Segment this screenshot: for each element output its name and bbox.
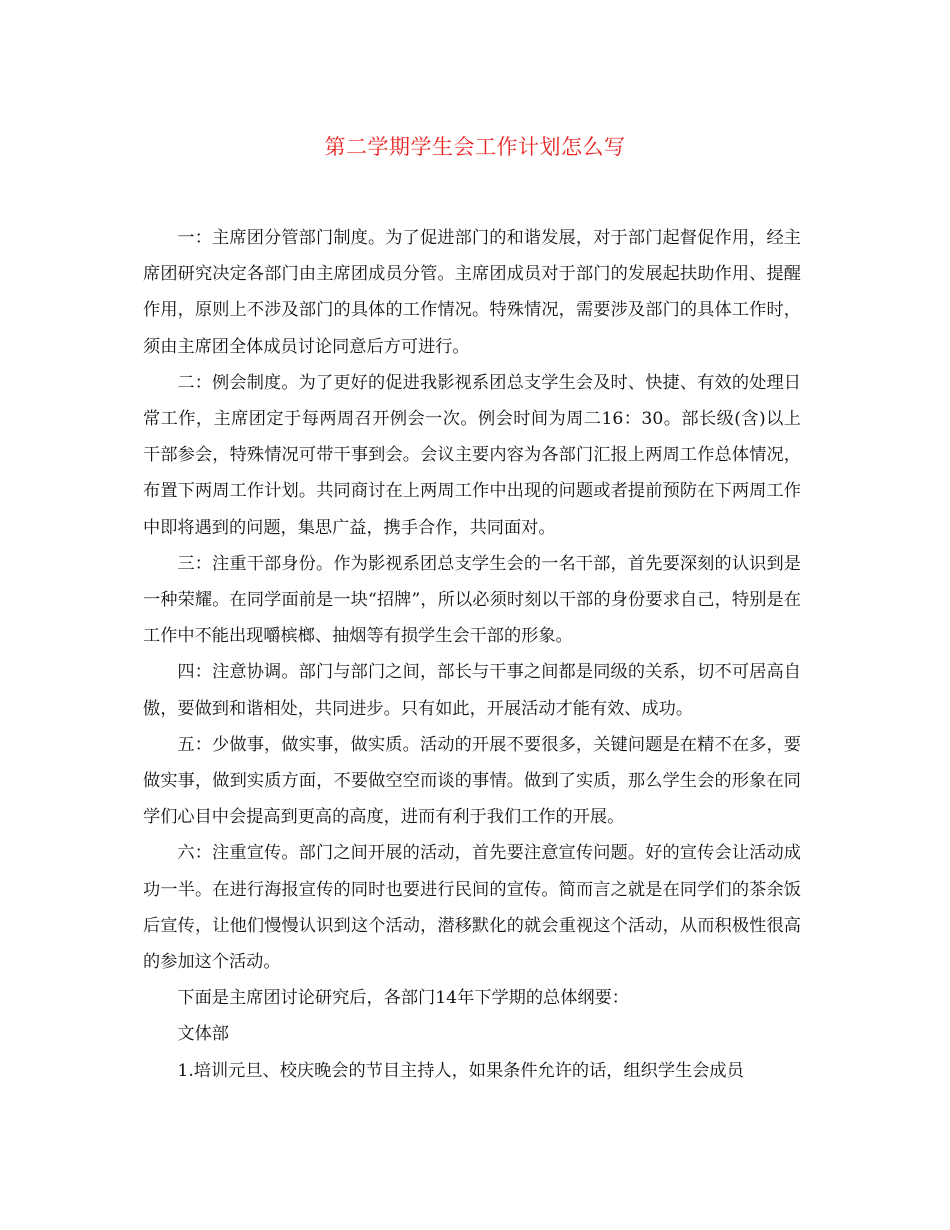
- document-body: [143, 220, 801, 1089]
- paragraph-3: 三：注重干部身份。作为影视系团总支学生会的一名干部，首先要深刻的认识到是一种荣耀。在同学面前是一块“招牌”，所以必须时刻以干部的身份要求自己，特别是在工作中不能出现嚼槟榔、抽烟等有损学生会干部的形象。: [143, 553, 801, 647]
- paragraph-5: 五：少做事，做实事，做实质。活动的开展不要很多，关键问题是在精不在多，要做实事，做到实质方面，不要做空空而谈的事情。做到了实质，那么学生会的形象在同学们心目中会提高到更高的高度，进而有利于我们工作的开展。: [143, 734, 801, 828]
- paragraph-7: 下面是主席团讨论研究后，各部门14年下学期的总体纲要：: [177, 988, 629, 1009]
- list-item-1: 1.培训元旦、校庆晚会的节目主持人，如果条件允许的话，组织学生会成员: [177, 1060, 744, 1081]
- document-title: 第二学期学生会工作计划怎么写: [324, 135, 626, 159]
- section-heading-wentibu: 文体部: [177, 1024, 229, 1045]
- paragraph-4: 四：注意协调。部门与部门之间，部长与干事之间都是同级的关系，切不可居高自傲，要做到和谐相处，共同进步。只有如此，开展活动才能有效、成功。: [143, 662, 801, 719]
- paragraph-1: 一：主席团分管部门制度。为了促进部门的和谐发展，对于部门起督促作用，经主席团研究决定各部门由主席团成员分管。主席团成员对于部门的发展起扶助作用、提醒作用，原则上不涉及部门的具体的工作情况。特殊情况，需要涉及部门的具体工作时，须由主席团全体成员讨论同意后方可进行。: [143, 228, 801, 357]
- paragraph-6: 六：注重宣传。部门之间开展的活动，首先要注意宣传问题。好的宣传会让活动成功一半。在进行海报宣传的同时也要进行民间的宣传。简而言之就是在同学们的茶余饭后宣传，让他们慢慢认识到这个活动，潜移默化的就会重视这个活动，从而积极性很高的参加这个活动。: [143, 843, 801, 973]
- paragraph-2: 二：例会制度。为了更好的促进我影视系团总支学生会及时、快捷、有效的处理日常工作，主席团定于每两周召开例会一次。例会时间为周二16：30。部长级(含)以上干部参会，特殊情况可带干事到会。会议主要内容为各部门汇报上两周工作总体情况，布置下两周工作计划。共同商讨在上两周工作中出现的问题或者提前预防在下两周工作中即将遇到的问题，集思广益，携手合作，共同面对。: [143, 372, 801, 538]
